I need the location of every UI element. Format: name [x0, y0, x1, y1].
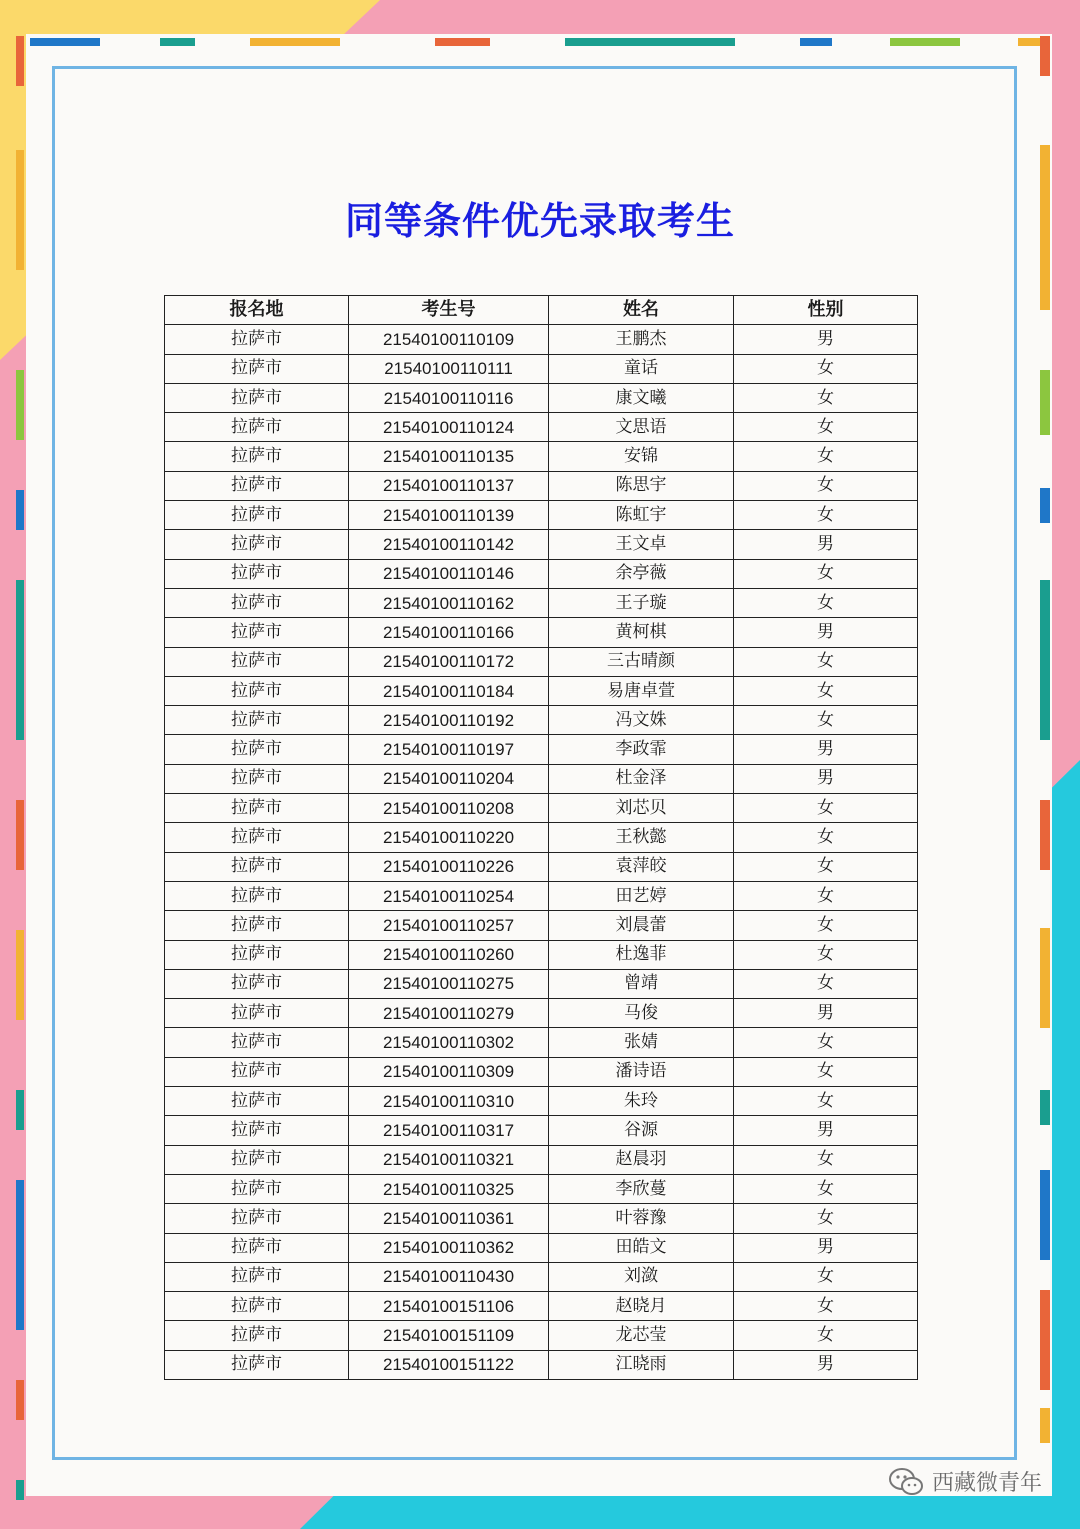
cell-exam-number: 21540100110361	[349, 1204, 549, 1233]
table-row	[165, 911, 918, 940]
header-region: 报名地	[165, 296, 349, 325]
table-row	[165, 999, 918, 1028]
cell-exam-number: 21540100110116	[349, 383, 549, 412]
cell-exam-number: 21540100110309	[349, 1057, 549, 1086]
border-dash	[1040, 488, 1050, 523]
border-dash	[16, 370, 24, 440]
cell-exam-number: 21540100151109	[349, 1321, 549, 1350]
cell-exam-number: 21540100110197	[349, 735, 549, 764]
table-row	[165, 852, 918, 881]
table-row	[165, 881, 918, 910]
table-row	[165, 1087, 918, 1116]
cell-name: 文思语	[549, 413, 734, 442]
cell-region: 拉萨市	[165, 1057, 349, 1086]
cell-name: 康文曦	[549, 383, 734, 412]
cell-exam-number: 21540100110172	[349, 647, 549, 676]
cell-region: 拉萨市	[165, 354, 349, 383]
cell-name: 叶蓉豫	[549, 1204, 734, 1233]
cell-region: 拉萨市	[165, 911, 349, 940]
table-row	[165, 471, 918, 500]
cell-name: 陈思宇	[549, 471, 734, 500]
cell-region: 拉萨市	[165, 1262, 349, 1291]
cell-gender: 男	[734, 618, 918, 647]
border-dash	[435, 38, 490, 46]
border-dash	[16, 1380, 24, 1420]
border-dash	[16, 800, 24, 870]
table-row	[165, 1204, 918, 1233]
cell-name: 江晓雨	[549, 1350, 734, 1379]
cell-region: 拉萨市	[165, 1028, 349, 1057]
table-row	[165, 354, 918, 383]
cell-name: 龙芯莹	[549, 1321, 734, 1350]
cell-region: 拉萨市	[165, 530, 349, 559]
cell-name: 黄柯棋	[549, 618, 734, 647]
table-row	[165, 618, 918, 647]
cell-name: 易唐卓萱	[549, 676, 734, 705]
cell-gender: 女	[734, 354, 918, 383]
cell-region: 拉萨市	[165, 881, 349, 910]
border-dash	[16, 1180, 24, 1330]
cell-region: 拉萨市	[165, 1145, 349, 1174]
cell-gender: 女	[734, 911, 918, 940]
cell-region: 拉萨市	[165, 647, 349, 676]
cell-exam-number: 21540100110124	[349, 413, 549, 442]
border-dash	[1040, 36, 1050, 76]
table-row	[165, 325, 918, 354]
cell-region: 拉萨市	[165, 1087, 349, 1116]
cell-region: 拉萨市	[165, 471, 349, 500]
cell-exam-number: 21540100110139	[349, 501, 549, 530]
cell-exam-number: 21540100110321	[349, 1145, 549, 1174]
cell-gender: 女	[734, 647, 918, 676]
cell-exam-number: 21540100110302	[349, 1028, 549, 1057]
cell-gender: 女	[734, 1292, 918, 1321]
border-dash	[160, 38, 195, 46]
cell-gender: 女	[734, 852, 918, 881]
table-row	[165, 383, 918, 412]
cell-exam-number: 21540100110162	[349, 588, 549, 617]
cell-region: 拉萨市	[165, 588, 349, 617]
cell-gender: 女	[734, 969, 918, 998]
cell-exam-number: 21540100151122	[349, 1350, 549, 1379]
border-dash	[1040, 370, 1050, 435]
cell-gender: 女	[734, 1204, 918, 1233]
cell-name: 杜逸菲	[549, 940, 734, 969]
cell-exam-number: 21540100110111	[349, 354, 549, 383]
table-row	[165, 1174, 918, 1203]
table-row	[165, 1028, 918, 1057]
table-row	[165, 1292, 918, 1321]
border-dash	[1040, 1290, 1050, 1390]
cell-name: 田艺婷	[549, 881, 734, 910]
cell-exam-number: 21540100110279	[349, 999, 549, 1028]
cell-name: 马俊	[549, 999, 734, 1028]
cell-name: 赵晓月	[549, 1292, 734, 1321]
table-row	[165, 442, 918, 471]
watermark	[888, 1466, 1042, 1497]
cell-region: 拉萨市	[165, 559, 349, 588]
header-name: 姓名	[549, 296, 734, 325]
cell-name: 陈虹宇	[549, 501, 734, 530]
cell-gender: 女	[734, 588, 918, 617]
cell-exam-number: 21540100110208	[349, 794, 549, 823]
cell-region: 拉萨市	[165, 618, 349, 647]
header-exam-number: 考生号	[349, 296, 549, 325]
cell-region: 拉萨市	[165, 706, 349, 735]
cell-exam-number: 21540100110254	[349, 881, 549, 910]
cell-gender: 男	[734, 764, 918, 793]
cell-exam-number: 21540100110142	[349, 530, 549, 559]
header-gender: 性别	[734, 296, 918, 325]
cell-name: 李政霏	[549, 735, 734, 764]
cell-name: 潘诗语	[549, 1057, 734, 1086]
table-header-row	[165, 296, 918, 325]
border-dash	[30, 38, 100, 46]
cell-gender: 男	[734, 1350, 918, 1379]
cell-gender: 女	[734, 676, 918, 705]
border-dash	[1040, 800, 1050, 870]
table-row	[165, 1145, 918, 1174]
cell-gender: 男	[734, 999, 918, 1028]
cell-gender: 男	[734, 735, 918, 764]
cell-gender: 女	[734, 940, 918, 969]
cell-exam-number: 21540100110260	[349, 940, 549, 969]
cell-gender: 女	[734, 442, 918, 471]
cell-name: 袁萍皎	[549, 852, 734, 881]
border-dash	[1040, 928, 1050, 1028]
cell-name: 王子璇	[549, 588, 734, 617]
cell-region: 拉萨市	[165, 1204, 349, 1233]
cell-name: 谷源	[549, 1116, 734, 1145]
border-dash	[1040, 1090, 1050, 1125]
cell-exam-number: 21540100151106	[349, 1292, 549, 1321]
cell-region: 拉萨市	[165, 823, 349, 852]
cell-gender: 女	[734, 881, 918, 910]
cell-name: 安锦	[549, 442, 734, 471]
cell-name: 童话	[549, 354, 734, 383]
cell-region: 拉萨市	[165, 969, 349, 998]
cell-gender: 女	[734, 1262, 918, 1291]
border-dash	[1040, 580, 1050, 740]
cell-exam-number: 21540100110184	[349, 676, 549, 705]
border-dash	[1040, 1170, 1050, 1260]
cell-region: 拉萨市	[165, 794, 349, 823]
cell-name: 刘潋	[549, 1262, 734, 1291]
table-row	[165, 1116, 918, 1145]
table-row	[165, 1262, 918, 1291]
cell-gender: 女	[734, 501, 918, 530]
cell-gender: 女	[734, 706, 918, 735]
cell-gender: 女	[734, 794, 918, 823]
cell-name: 余亭薇	[549, 559, 734, 588]
cell-name: 刘晨蕾	[549, 911, 734, 940]
border-dash	[800, 38, 832, 46]
cell-exam-number: 21540100110109	[349, 325, 549, 354]
cell-name: 朱玲	[549, 1087, 734, 1116]
cell-exam-number: 21540100110220	[349, 823, 549, 852]
border-dash	[16, 930, 24, 1020]
table-row	[165, 588, 918, 617]
border-dash	[1040, 1408, 1050, 1443]
cell-region: 拉萨市	[165, 852, 349, 881]
cell-gender: 男	[734, 1116, 918, 1145]
cell-region: 拉萨市	[165, 999, 349, 1028]
table-row	[165, 530, 918, 559]
cell-region: 拉萨市	[165, 442, 349, 471]
cell-name: 李欣蔓	[549, 1174, 734, 1203]
cell-exam-number: 21540100110325	[349, 1174, 549, 1203]
cell-name: 张婧	[549, 1028, 734, 1057]
cell-gender: 女	[734, 413, 918, 442]
cell-exam-number: 21540100110317	[349, 1116, 549, 1145]
cell-name: 冯文姝	[549, 706, 734, 735]
border-dash	[16, 580, 24, 740]
border-dash	[250, 38, 340, 46]
cell-exam-number: 21540100110204	[349, 764, 549, 793]
cell-exam-number: 21540100110257	[349, 911, 549, 940]
cell-gender: 女	[734, 1321, 918, 1350]
cell-exam-number: 21540100110362	[349, 1233, 549, 1262]
border-dash	[890, 38, 960, 46]
cell-name: 三古晴颜	[549, 647, 734, 676]
cell-exam-number: 21540100110166	[349, 618, 549, 647]
table-row	[165, 647, 918, 676]
border-dash	[565, 38, 735, 46]
table-row	[165, 501, 918, 530]
cell-region: 拉萨市	[165, 1350, 349, 1379]
cell-exam-number: 21540100110137	[349, 471, 549, 500]
table-row	[165, 1350, 918, 1379]
cell-gender: 男	[734, 530, 918, 559]
table-row	[165, 1057, 918, 1086]
watermark-text: 西藏微青年	[931, 1471, 1042, 1496]
cell-region: 拉萨市	[165, 1116, 349, 1145]
cell-region: 拉萨市	[165, 1174, 349, 1203]
cell-region: 拉萨市	[165, 735, 349, 764]
table-row	[165, 969, 918, 998]
cell-region: 拉萨市	[165, 413, 349, 442]
cell-gender: 女	[734, 559, 918, 588]
cell-gender: 女	[734, 1057, 918, 1086]
cell-region: 拉萨市	[165, 764, 349, 793]
table-row	[165, 823, 918, 852]
cell-exam-number: 21540100110310	[349, 1087, 549, 1116]
cell-gender: 女	[734, 383, 918, 412]
table-row	[165, 559, 918, 588]
cell-exam-number: 21540100110226	[349, 852, 549, 881]
wechat-icon	[888, 1467, 924, 1497]
cell-gender: 男	[734, 1233, 918, 1262]
cell-name: 王文卓	[549, 530, 734, 559]
page-title: 同等条件优先录取考生	[344, 199, 735, 243]
cell-gender: 女	[734, 1087, 918, 1116]
table-row	[165, 413, 918, 442]
cell-region: 拉萨市	[165, 1292, 349, 1321]
table-row	[165, 676, 918, 705]
border-dash	[16, 36, 24, 86]
cell-exam-number: 21540100110146	[349, 559, 549, 588]
table-row	[165, 735, 918, 764]
cell-name: 田皓文	[549, 1233, 734, 1262]
cell-region: 拉萨市	[165, 325, 349, 354]
cell-gender: 女	[734, 471, 918, 500]
cell-name: 王鹏杰	[549, 325, 734, 354]
admission-table	[164, 295, 918, 1380]
cell-exam-number: 21540100110135	[349, 442, 549, 471]
border-dash	[16, 1480, 24, 1500]
table-row	[165, 940, 918, 969]
table-row	[165, 706, 918, 735]
table-row	[165, 794, 918, 823]
cell-gender: 女	[734, 1145, 918, 1174]
border-dash	[16, 1090, 24, 1130]
cell-region: 拉萨市	[165, 383, 349, 412]
cell-exam-number: 21540100110430	[349, 1262, 549, 1291]
cell-region: 拉萨市	[165, 1233, 349, 1262]
cell-gender: 男	[734, 325, 918, 354]
border-dash	[16, 490, 24, 530]
cell-gender: 女	[734, 823, 918, 852]
cell-region: 拉萨市	[165, 1321, 349, 1350]
cell-exam-number: 21540100110192	[349, 706, 549, 735]
cell-name: 刘芯贝	[549, 794, 734, 823]
table-row	[165, 764, 918, 793]
cell-name: 杜金泽	[549, 764, 734, 793]
cell-exam-number: 21540100110275	[349, 969, 549, 998]
cell-region: 拉萨市	[165, 501, 349, 530]
cell-region: 拉萨市	[165, 676, 349, 705]
cell-name: 王秋懿	[549, 823, 734, 852]
cell-region: 拉萨市	[165, 940, 349, 969]
table-row	[165, 1321, 918, 1350]
cell-name: 曾靖	[549, 969, 734, 998]
cell-gender: 女	[734, 1028, 918, 1057]
cell-gender: 女	[734, 1174, 918, 1203]
table-row	[165, 1233, 918, 1262]
cell-name: 赵晨羽	[549, 1145, 734, 1174]
